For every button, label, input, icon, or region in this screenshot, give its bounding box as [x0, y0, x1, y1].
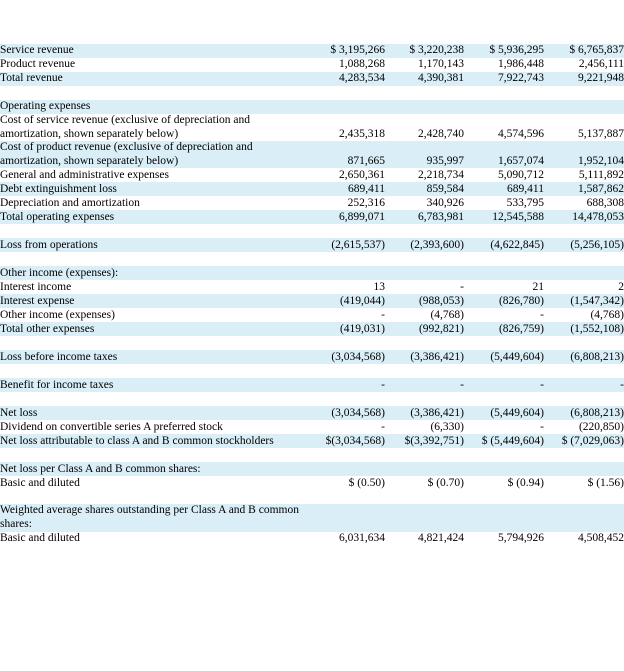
value-cell — [464, 490, 544, 504]
value-cell: (992,821) — [385, 322, 464, 336]
value-cell: - — [464, 378, 544, 392]
value-cell: 935,997 — [385, 141, 464, 168]
value-cell — [544, 252, 624, 266]
value-cell — [464, 86, 544, 100]
value-cell: $ (0.70) — [385, 476, 464, 490]
value-cell: $(3,034,568) — [306, 434, 385, 448]
value-cell: $ (7,029,063) — [544, 434, 624, 448]
row-label: Basic and diluted — [0, 476, 306, 490]
value-cell: 2,218,734 — [385, 168, 464, 182]
spacer-row — [0, 448, 624, 462]
value-cell — [306, 364, 385, 378]
spacer-row — [0, 392, 624, 406]
financial-table — [0, 44, 624, 546]
row-label — [0, 490, 306, 504]
table-row — [0, 322, 624, 336]
table-row — [0, 168, 624, 182]
value-cell — [306, 392, 385, 406]
table-row — [0, 420, 624, 434]
table-row — [0, 196, 624, 210]
value-cell: 14,478,053 — [544, 210, 624, 224]
value-cell: (2,615,537) — [306, 238, 385, 252]
table-row — [0, 406, 624, 420]
value-cell — [544, 490, 624, 504]
value-cell — [306, 448, 385, 462]
value-cell: (1,552,108) — [544, 322, 624, 336]
value-cell: (826,780) — [464, 294, 544, 308]
row-label — [0, 86, 306, 100]
row-label: Depreciation and amortization — [0, 196, 306, 210]
value-cell: (5,256,105) — [544, 238, 624, 252]
table-row — [0, 378, 624, 392]
value-cell — [306, 252, 385, 266]
value-cell — [306, 336, 385, 350]
table-row — [0, 266, 624, 280]
value-cell — [464, 462, 544, 476]
value-cell — [385, 392, 464, 406]
table-row — [0, 72, 624, 86]
value-cell: 2,650,361 — [306, 168, 385, 182]
value-cell: 871,665 — [306, 141, 385, 168]
value-cell: (826,759) — [464, 322, 544, 336]
value-cell — [544, 266, 624, 280]
value-cell: (6,808,213) — [544, 350, 624, 364]
value-cell: (220,850) — [544, 420, 624, 434]
value-cell: $ (0.94) — [464, 476, 544, 490]
value-cell: $ 3,220,238 — [385, 44, 464, 58]
value-cell — [544, 224, 624, 238]
value-cell: (3,034,568) — [306, 406, 385, 420]
value-cell: (2,393,600) — [385, 238, 464, 252]
value-cell — [544, 100, 624, 114]
value-cell: (988,053) — [385, 294, 464, 308]
row-label: Interest expense — [0, 294, 306, 308]
value-cell — [544, 392, 624, 406]
value-cell: - — [306, 378, 385, 392]
value-cell: 6,899,071 — [306, 210, 385, 224]
row-label: Cost of product revenue (exclusive of depreciation and amortization, shown separately below) — [0, 141, 306, 168]
value-cell — [544, 86, 624, 100]
value-cell — [306, 224, 385, 238]
value-cell: (5,449,604) — [464, 406, 544, 420]
row-label — [0, 336, 306, 350]
value-cell: $ 5,936,295 — [464, 44, 544, 58]
value-cell — [385, 504, 464, 531]
row-label: Interest income — [0, 280, 306, 294]
value-cell: - — [306, 420, 385, 434]
table-row — [0, 294, 624, 308]
value-cell: - — [385, 280, 464, 294]
table-row — [0, 476, 624, 490]
value-cell: 6,031,634 — [306, 532, 385, 546]
row-label: Product revenue — [0, 58, 306, 72]
value-cell: 4,821,424 — [385, 532, 464, 546]
table-row — [0, 504, 624, 531]
value-cell: - — [385, 378, 464, 392]
spacer-row — [0, 86, 624, 100]
value-cell: 689,411 — [464, 182, 544, 196]
spacer-row — [0, 490, 624, 504]
value-cell: (4,622,845) — [464, 238, 544, 252]
value-cell — [385, 336, 464, 350]
table-row — [0, 462, 624, 476]
value-cell — [306, 100, 385, 114]
value-cell — [306, 490, 385, 504]
table-row — [0, 182, 624, 196]
row-label: Total revenue — [0, 72, 306, 86]
value-cell: $ 6,765,837 — [544, 44, 624, 58]
row-label: Net loss — [0, 406, 306, 420]
row-label: Operating expenses — [0, 100, 306, 114]
table-row — [0, 280, 624, 294]
value-cell: - — [464, 308, 544, 322]
value-cell: 1,952,104 — [544, 141, 624, 168]
value-cell — [464, 336, 544, 350]
table-row — [0, 100, 624, 114]
row-label — [0, 252, 306, 266]
value-cell: 5,090,712 — [464, 168, 544, 182]
value-cell: 1,170,143 — [385, 58, 464, 72]
value-cell: (3,386,421) — [385, 350, 464, 364]
value-cell — [385, 448, 464, 462]
value-cell: 4,574,596 — [464, 114, 544, 141]
row-label: Loss from operations — [0, 238, 306, 252]
value-cell: (6,808,213) — [544, 406, 624, 420]
value-cell: (4,768) — [385, 308, 464, 322]
spacer-row — [0, 336, 624, 350]
row-label: Dividend on convertible series A preferred stock — [0, 420, 306, 434]
value-cell: 4,390,381 — [385, 72, 464, 86]
value-cell — [464, 364, 544, 378]
value-cell — [464, 100, 544, 114]
value-cell: 13 — [306, 280, 385, 294]
value-cell: 12,545,588 — [464, 210, 544, 224]
row-label — [0, 448, 306, 462]
table-row — [0, 114, 624, 141]
value-cell: 2,456,111 — [544, 58, 624, 72]
value-cell — [385, 462, 464, 476]
value-cell: 21 — [464, 280, 544, 294]
value-cell: 6,783,981 — [385, 210, 464, 224]
value-cell: 1,657,074 — [464, 141, 544, 168]
spacer-row — [0, 364, 624, 378]
value-cell: 688,308 — [544, 196, 624, 210]
row-label: Other income (expenses) — [0, 308, 306, 322]
financial-table-body — [0, 44, 624, 546]
row-label: General and administrative expenses — [0, 168, 306, 182]
value-cell: 340,926 — [385, 196, 464, 210]
value-cell — [544, 448, 624, 462]
value-cell: (6,330) — [385, 420, 464, 434]
table-row — [0, 141, 624, 168]
value-cell: 2,428,740 — [385, 114, 464, 141]
value-cell: 252,316 — [306, 196, 385, 210]
value-cell: 5,111,892 — [544, 168, 624, 182]
value-cell: 5,137,887 — [544, 114, 624, 141]
value-cell: $ 3,195,266 — [306, 44, 385, 58]
spacer-row — [0, 224, 624, 238]
value-cell: $(3,392,751) — [385, 434, 464, 448]
spacer-row — [0, 252, 624, 266]
row-label: Total other expenses — [0, 322, 306, 336]
value-cell: (1,547,342) — [544, 294, 624, 308]
value-cell: (3,386,421) — [385, 406, 464, 420]
value-cell: 689,411 — [306, 182, 385, 196]
value-cell — [385, 490, 464, 504]
value-cell — [306, 504, 385, 531]
value-cell: (419,044) — [306, 294, 385, 308]
value-cell — [385, 252, 464, 266]
value-cell: (3,034,568) — [306, 350, 385, 364]
value-cell: $ (5,449,604) — [464, 434, 544, 448]
row-label: Loss before income taxes — [0, 350, 306, 364]
value-cell — [464, 504, 544, 531]
row-label: Weighted average shares outstanding per Class A and B common shares: — [0, 504, 306, 531]
value-cell — [385, 86, 464, 100]
row-label: Net loss per Class A and B common shares: — [0, 462, 306, 476]
row-label: Service revenue — [0, 44, 306, 58]
value-cell — [464, 224, 544, 238]
value-cell: 5,794,926 — [464, 532, 544, 546]
row-label: Debt extinguishment loss — [0, 182, 306, 196]
value-cell: 1,587,862 — [544, 182, 624, 196]
value-cell — [464, 252, 544, 266]
value-cell — [464, 392, 544, 406]
row-label — [0, 224, 306, 238]
table-row — [0, 58, 624, 72]
value-cell: 1,986,448 — [464, 58, 544, 72]
value-cell: $ (0.50) — [306, 476, 385, 490]
row-label: Basic and diluted — [0, 532, 306, 546]
value-cell — [385, 100, 464, 114]
value-cell — [385, 364, 464, 378]
value-cell: 2 — [544, 280, 624, 294]
value-cell: (4,768) — [544, 308, 624, 322]
table-row — [0, 44, 624, 58]
row-label: Net loss attributable to class A and B common stockholders — [0, 434, 306, 448]
value-cell: 4,508,452 — [544, 532, 624, 546]
value-cell — [385, 224, 464, 238]
row-label: Other income (expenses): — [0, 266, 306, 280]
value-cell — [544, 364, 624, 378]
value-cell: - — [464, 420, 544, 434]
table-row — [0, 238, 624, 252]
table-row — [0, 210, 624, 224]
value-cell: 533,795 — [464, 196, 544, 210]
value-cell — [306, 266, 385, 280]
value-cell: 2,435,318 — [306, 114, 385, 141]
value-cell: - — [544, 378, 624, 392]
value-cell — [385, 266, 464, 280]
table-row — [0, 434, 624, 448]
value-cell — [544, 504, 624, 531]
value-cell — [544, 462, 624, 476]
value-cell: 4,283,534 — [306, 72, 385, 86]
row-label: Cost of service revenue (exclusive of depreciation and amortization, shown separately below) — [0, 114, 306, 141]
value-cell: 9,221,948 — [544, 72, 624, 86]
value-cell — [306, 462, 385, 476]
value-cell — [544, 336, 624, 350]
row-label: Total operating expenses — [0, 210, 306, 224]
table-row — [0, 350, 624, 364]
value-cell: 7,922,743 — [464, 72, 544, 86]
value-cell: 1,088,268 — [306, 58, 385, 72]
value-cell: 859,584 — [385, 182, 464, 196]
value-cell — [306, 86, 385, 100]
value-cell: - — [306, 308, 385, 322]
value-cell: (419,031) — [306, 322, 385, 336]
table-row — [0, 532, 624, 546]
value-cell: (5,449,604) — [464, 350, 544, 364]
row-label — [0, 392, 306, 406]
value-cell: $ (1.56) — [544, 476, 624, 490]
table-row — [0, 308, 624, 322]
row-label: Benefit for income taxes — [0, 378, 306, 392]
value-cell — [464, 266, 544, 280]
row-label — [0, 364, 306, 378]
value-cell — [464, 448, 544, 462]
